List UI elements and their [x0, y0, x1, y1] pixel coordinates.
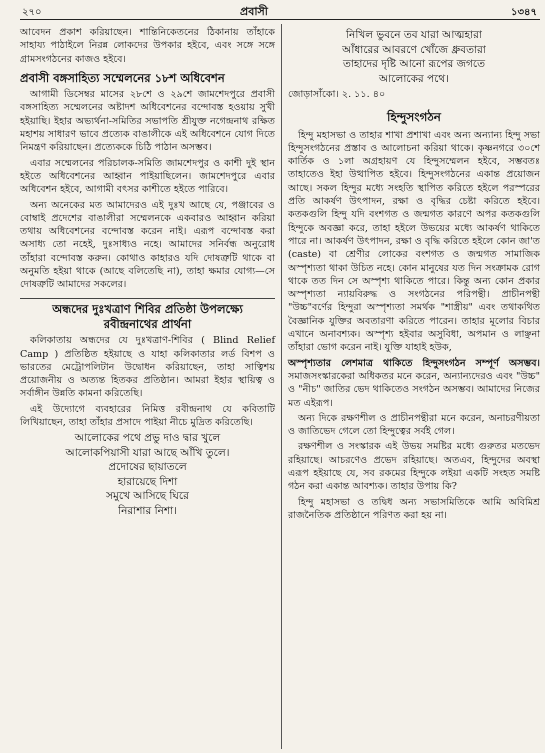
column-divider [281, 24, 282, 749]
paragraph: অন্য দিকে রক্ষণশীল ও প্রাচীনপন্থীরা মনে করেন, অনাচরণীয়তা ও জাতিভেদ গেলে তো হিন্দুত্বের সর্বই গেল। [288, 412, 540, 438]
poem-continued [288, 28, 540, 86]
paragraph: আগামী ডিসেম্বর মাসের ২৮শে ও ২৯শে জামশেদপুরে প্রবাসী বঙ্গসাহিত্য সম্মেলনের অষ্টাদশ অধিবেশনের বন্দোবস্ত হওয়ায় সুখী হইয়াছি। ইহার অভ্যর্থনা-সমিতির সভাপতি শ্রীযুক্ত নগেন্দ্রনাথ রক্ষিত মহাশয় সাধারণ ভাবে প্রত্যেক বাঙালীকে এই অধিবেশনে যোগ দিতে নিমন্ত্রণ করিয়াছেন। প্রত্যেককে চিঠি পাঠান অসম্ভব। [20, 89, 275, 154]
page-number-left: ২৭০ [22, 7, 42, 18]
paragraph: রক্ষণশীল ও সংস্কারক এই উভয় সমষ্টির মধ্যে গুরুতর মতভেদ রহিয়াছে। আচরণেও প্রভেদ রহিয়াছে। অতএব, হিন্দুদের অবস্থা এরূপ হইয়াছে যে, সব রকমের হিন্দুকে লইয়া একটি সংহত সমষ্টি গঠন করা একান্ত আবশ্যক। তাহার উপায় কি? [288, 441, 540, 493]
poem-line: আলোকপিয়াসী যারা আছে আঁখি তুলে। [65, 446, 230, 459]
page-header [0, 3, 545, 19]
section-subheading-prayer: রবীন্দ্রনাথের প্রার্থনা [103, 316, 192, 331]
right-column [288, 26, 540, 524]
paragraph: কলিকাতায় অন্ধদের যে দুঃখত্রাণ-শিবির ( Blind Relief Camp ) প্রতিষ্ঠিত হইয়াছে ও যাহা কলিকাতার লর্ড বিশপ ও ভারতের মেট্রোপলিটান উদ্বোধন করিয়াছেন, তাহা সাত্বিশয় প্রয়োজনীয় ও অত্যন্ত হিতকর প্রতিষ্ঠান। আমরা ইহার স্থায়িত্ব ও সর্বাঙ্গীন উন্নতি কামনা করিতেছি। [20, 335, 275, 400]
left-column [20, 26, 275, 520]
section-separator [20, 298, 275, 299]
poem-line: হারায়েছে দিশা [117, 475, 178, 488]
poem-date: জোড়াসাঁকো। ২. ১১. ৪০ [288, 89, 386, 100]
poem-line: আলোকের পথে প্রভু দাও দ্বার খুলে [74, 432, 221, 445]
intro-paragraph: আবেদন প্রকাশ করিয়াছেন। শান্তিনিকেতনের ঠিকানায় তাঁহাকে সাহায্য পাঠাইলে নিরন্ন লোকদের উপকার হইবে, এবং সঙ্গে সঙ্গে গ্রামসংগঠনের কাজও হইবে। [20, 27, 275, 65]
paragraph: এই উদ্যোগে ব্যবহারের নিমিত্ত রবীন্দ্রনাথ যে কবিতাটি লিখিয়াছেন, তাহা তাঁহার প্রসাদে পাইয়া নীচে মুদ্রিত করিতেছি। [20, 403, 275, 429]
paragraph: হিন্দু মহাসভা ও তাহার শাখা প্রশাখা এবং অন্য অন্যান্য হিন্দু সভা হিন্দুসংগঠনের প্রস্তাব ও আলোচনা করিয়া থাকে। কৃষ্ণনগরে ৩০শে কার্তিক ও ১লা অগ্রহায়ণ যে হিন্দুসম্মেলন হইবে, সম্ভবতঃ তাহাতেও ইহা উত্থাপিত হইবে। হিন্দুসংগঠনের একান্ত প্রয়োজন আছে। সকল হিন্দুর মধ্যে সংহতি স্থাপিত করিতে হইলে পরস্পরের প্রতি আকর্ষণ উৎপাদন, রক্ষা ও বৃদ্ধির চেষ্টা করিতে হইবে। কতকগুলি হিন্দু যদি বংশগত ও জন্মগত কারণে অপর কতকগুলি হিন্দুকে অবজ্ঞা করে, তাহা হইলে উভয়ের মধ্যে আকর্ষণ থাকিতে পারে না। আকর্ষণ উৎপাদন, রক্ষা ও বৃদ্ধি করিতে হইলে কোন জা'ত (caste) বা শ্রেণীর লোকের বংশগত ও জন্মগত সামাজিক অস্পৃশ্যতা থাকা উচিত নহে। কোন মানুষের যত দিন সংক্রামক রোগ থাকে তত দিন সে অস্পৃশ্য থাকিতে পারে। কিন্তু অন্য কোন প্রকার অস্পৃশ্যতা ন্যায়বিরুদ্ধ ও সংগঠনের পরিপন্থী। প্রাচীনপন্থী "উচ্চ"বর্ণের হিন্দুরা অস্পৃশ্যতা সমর্থক "শাস্ত্রীয়" এবং তথাকথিত বৈজ্ঞানিক যুক্তির অবতারণা করিতে পারেন। তাহার মূলোর বিচার এখানে অনাবশ্যক। অস্পৃশ্য হইবার অসুবিধা, অপমান ও লাঞ্ছনা তাঁহারা ভোগ করেন নাই। যুক্তি যাহাই হউক, [288, 129, 540, 354]
poem-line: সমুখে আসিছে ঘিরে [106, 490, 189, 503]
page-number-right: ১৩৪৭ [511, 7, 537, 18]
paragraph: হিন্দু মহাসভা ও তদ্বিধ অন্য সভাসমিতিকে আমি অবিমিশ্র রাজনৈতিক প্রতিষ্ঠানে পরিণত করা হয় না। [288, 496, 540, 521]
section-heading-sammelan: প্রবাসী বঙ্গসাহিত্য সম্মেলনের ১৮শ অধিবেশন [20, 70, 225, 85]
poem [20, 431, 275, 518]
poem-line: প্রদোষের ছায়াতলে [108, 461, 187, 474]
journal-title: প্রবাসী [240, 5, 268, 18]
paragraph: অন্য অনেকের মত আমাদেরও এই দুঃখ আছে যে, পঞ্জাবের ও বোম্বাই প্রদেশের বাঙালীরা সম্মেলনকে একবারও আহ্বান করিয়া তথায় অধিবেশনের বন্দোবস্ত করেন নাই। এরূপ বন্দোবস্ত করা অসাধ্য তো নহেই, দুঃসাধ্যও নহে। আমাদের সনির্বন্ধ অনুরোধ তাঁহারা বন্দোবস্ত করুন। কোথাও কাহারও যদি দোষত্রুটি থাকে বা অনুমতি হইয়া থাকে (আছে বলিতেছি না), তাহা ক্ষমার যোগ্য—সে দোষত্রুটি আমাদের সকলের। [20, 199, 275, 291]
poem-line: নিরাশার নিশা। [118, 504, 177, 517]
section-heading-blind-relief: অন্ধদের দুঃখত্রাণ শিবির প্রতিষ্ঠা উপলক্ষ্যে [52, 301, 243, 316]
poem-line: আলোকের পথে। [379, 72, 449, 85]
poem-line: নিখিল ভুবনে তব যারা আত্মহারা [346, 29, 482, 41]
emphasis-text: অস্পৃশ্যতার লেশমাত্র থাকিতে হিন্দুসংগঠন সম্পূর্ণ অসম্ভব। [288, 357, 540, 369]
paragraph-text: সমাজসংস্কারকেরা অধিকতর মনে করেন, অন্যান্যদেরও এবং "উচ্চ" ও "নীচ" জাতির ভেদ থাকিতেও সংগঠন অসম্ভব। আমাদের নিজের মত এইরূপ। [288, 370, 540, 409]
paragraph [288, 357, 540, 410]
poem-line: তাহাদের দৃষ্টি আনো রূপের জগতে [342, 58, 486, 70]
section-heading-hindu-sangathan: হিন্দুসংগঠন [387, 110, 441, 125]
poem-line: আঁধারের আবরণে খোঁজে ধ্রুবতারা [342, 43, 486, 56]
paragraph: এবার সম্মেলনের পরিচালক-সমিতি জামশেদপুর ও কাশী দুই স্থান হইতে অধিবেশনের আহ্বান পাইয়াছিলেন। জামশেদপুরে এবার অধিবেশন হইবে, আগামী বৎসর কাশীতে হইতে পারিবে। [20, 157, 275, 196]
header-rule [20, 19, 540, 20]
